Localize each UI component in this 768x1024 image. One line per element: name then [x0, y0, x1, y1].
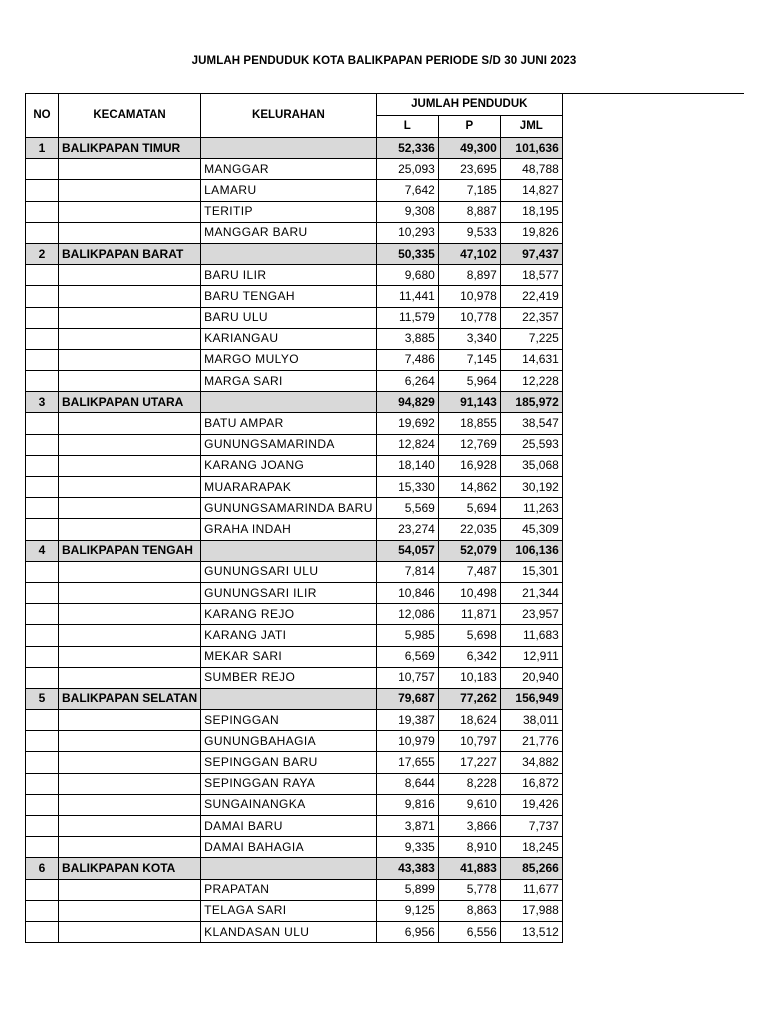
- table-row: [26, 625, 563, 646]
- cell-p: 22,035: [438, 519, 500, 540]
- cell-kelurahan: SEPINGGAN RAYA: [201, 773, 377, 794]
- cell-kecamatan: BALIKPAPAN TENGAH: [59, 540, 201, 561]
- cell-l: 25,093: [376, 159, 438, 180]
- cell-jml: 38,011: [500, 710, 562, 731]
- cell-jml: 12,228: [500, 371, 562, 392]
- cell-jml: 22,419: [500, 286, 562, 307]
- header-jml: JML: [500, 116, 562, 138]
- cell-no: 5: [26, 688, 59, 709]
- cell-p: 10,778: [438, 307, 500, 328]
- table-row: [26, 371, 563, 392]
- cell-kelurahan: PRAPATAN: [201, 879, 377, 900]
- cell-kelurahan: GRAHA INDAH: [201, 519, 377, 540]
- cell-p: 8,863: [438, 900, 500, 921]
- cell-jml: 30,192: [500, 477, 562, 498]
- table-row: [26, 349, 563, 370]
- cell-l: 7,486: [376, 349, 438, 370]
- cell-jml: 18,577: [500, 265, 562, 286]
- table-row: [26, 582, 563, 603]
- cell-kecamatan: [59, 498, 201, 519]
- cell-p: 77,262: [438, 688, 500, 709]
- table-row: [26, 731, 563, 752]
- cell-kecamatan: [59, 222, 201, 243]
- cell-p: 23,695: [438, 159, 500, 180]
- cell-no: [26, 477, 59, 498]
- table-row: [26, 159, 563, 180]
- cell-p: 7,145: [438, 349, 500, 370]
- cell-l: 17,655: [376, 752, 438, 773]
- cell-p: 12,769: [438, 434, 500, 455]
- cell-kelurahan: GUNUNGSAMARINDA: [201, 434, 377, 455]
- cell-no: [26, 604, 59, 625]
- cell-jml: 25,593: [500, 434, 562, 455]
- cell-kecamatan: [59, 710, 201, 731]
- cell-p: 5,698: [438, 625, 500, 646]
- cell-p: 18,624: [438, 710, 500, 731]
- cell-kecamatan: BALIKPAPAN SELATAN: [59, 688, 201, 709]
- cell-no: [26, 837, 59, 858]
- cell-no: 1: [26, 138, 59, 159]
- cell-l: 6,956: [376, 921, 438, 942]
- cell-p: 10,498: [438, 582, 500, 603]
- table-row: [26, 222, 563, 243]
- cell-no: [26, 286, 59, 307]
- cell-l: 12,086: [376, 604, 438, 625]
- table-row: [26, 667, 563, 688]
- cell-p: 91,143: [438, 392, 500, 413]
- cell-kelurahan: SEPINGGAN: [201, 710, 377, 731]
- cell-no: [26, 625, 59, 646]
- table-row: [26, 646, 563, 667]
- cell-p: 8,897: [438, 265, 500, 286]
- cell-kecamatan: [59, 159, 201, 180]
- cell-l: 43,383: [376, 858, 438, 879]
- cell-kelurahan: [201, 688, 377, 709]
- cell-kelurahan: SEPINGGAN BARU: [201, 752, 377, 773]
- cell-no: [26, 773, 59, 794]
- cell-jml: 11,677: [500, 879, 562, 900]
- cell-jml: 101,636: [500, 138, 562, 159]
- cell-jml: 19,826: [500, 222, 562, 243]
- cell-no: [26, 180, 59, 201]
- cell-no: [26, 921, 59, 942]
- cell-p: 16,928: [438, 455, 500, 476]
- cell-l: 54,057: [376, 540, 438, 561]
- cell-jml: 48,788: [500, 159, 562, 180]
- cell-l: 11,579: [376, 307, 438, 328]
- cell-no: [26, 222, 59, 243]
- cell-l: 15,330: [376, 477, 438, 498]
- cell-no: [26, 582, 59, 603]
- cell-l: 3,885: [376, 328, 438, 349]
- cell-p: 8,228: [438, 773, 500, 794]
- cell-l: 5,985: [376, 625, 438, 646]
- cell-p: 9,610: [438, 794, 500, 815]
- cell-l: 12,824: [376, 434, 438, 455]
- cell-kelurahan: KARANG REJO: [201, 604, 377, 625]
- cell-l: 7,814: [376, 561, 438, 582]
- cell-kecamatan: [59, 265, 201, 286]
- cell-no: [26, 455, 59, 476]
- cell-l: 7,642: [376, 180, 438, 201]
- cell-p: 49,300: [438, 138, 500, 159]
- cell-l: 23,274: [376, 519, 438, 540]
- cell-jml: 14,827: [500, 180, 562, 201]
- cell-kecamatan: [59, 477, 201, 498]
- cell-l: 10,757: [376, 667, 438, 688]
- cell-kelurahan: SUNGAINANGKA: [201, 794, 377, 815]
- cell-no: 6: [26, 858, 59, 879]
- cell-kelurahan: SUMBER REJO: [201, 667, 377, 688]
- cell-kecamatan: [59, 371, 201, 392]
- header-kecamatan: KECAMATAN: [59, 94, 201, 138]
- cell-kelurahan: GUNUNGSARI ILIR: [201, 582, 377, 603]
- cell-jml: 85,266: [500, 858, 562, 879]
- cell-p: 5,964: [438, 371, 500, 392]
- table-row: [26, 816, 563, 837]
- cell-no: 4: [26, 540, 59, 561]
- cell-no: [26, 900, 59, 921]
- cell-no: [26, 731, 59, 752]
- cell-l: 18,140: [376, 455, 438, 476]
- cell-kecamatan: [59, 837, 201, 858]
- table-row: [26, 201, 563, 222]
- cell-l: 5,569: [376, 498, 438, 519]
- cell-kecamatan: [59, 413, 201, 434]
- cell-kecamatan: [59, 921, 201, 942]
- cell-l: 9,308: [376, 201, 438, 222]
- cell-p: 5,694: [438, 498, 500, 519]
- cell-no: [26, 646, 59, 667]
- cell-p: 41,883: [438, 858, 500, 879]
- cell-jml: 18,245: [500, 837, 562, 858]
- kecamatan-row: [26, 540, 563, 561]
- cell-p: 11,871: [438, 604, 500, 625]
- cell-p: 10,797: [438, 731, 500, 752]
- cell-jml: 34,882: [500, 752, 562, 773]
- cell-no: [26, 328, 59, 349]
- cell-no: 2: [26, 243, 59, 264]
- table-row: [26, 498, 563, 519]
- cell-no: 3: [26, 392, 59, 413]
- cell-kelurahan: MANGGAR BARU: [201, 222, 377, 243]
- cell-kecamatan: [59, 731, 201, 752]
- cell-l: 50,335: [376, 243, 438, 264]
- cell-l: 10,293: [376, 222, 438, 243]
- cell-p: 52,079: [438, 540, 500, 561]
- cell-jml: 185,972: [500, 392, 562, 413]
- cell-p: 6,342: [438, 646, 500, 667]
- table-row: [26, 773, 563, 794]
- cell-kelurahan: KARANG JATI: [201, 625, 377, 646]
- cell-kecamatan: [59, 519, 201, 540]
- cell-l: 6,264: [376, 371, 438, 392]
- cell-kelurahan: KARANG JOANG: [201, 455, 377, 476]
- cell-kelurahan: [201, 138, 377, 159]
- cell-p: 8,910: [438, 837, 500, 858]
- cell-jml: 14,631: [500, 349, 562, 370]
- cell-p: 3,866: [438, 816, 500, 837]
- cell-kelurahan: [201, 858, 377, 879]
- cell-no: [26, 794, 59, 815]
- cell-jml: 7,225: [500, 328, 562, 349]
- cell-kecamatan: [59, 349, 201, 370]
- cell-jml: 19,426: [500, 794, 562, 815]
- cell-kelurahan: TERITIP: [201, 201, 377, 222]
- cell-p: 8,887: [438, 201, 500, 222]
- cell-kecamatan: [59, 561, 201, 582]
- cell-kelurahan: TELAGA SARI: [201, 900, 377, 921]
- cell-kelurahan: MARGA SARI: [201, 371, 377, 392]
- cell-kecamatan: [59, 180, 201, 201]
- cell-kecamatan: [59, 201, 201, 222]
- table-row: [26, 710, 563, 731]
- cell-kecamatan: [59, 752, 201, 773]
- cell-jml: 106,136: [500, 540, 562, 561]
- cell-no: [26, 667, 59, 688]
- cell-no: [26, 307, 59, 328]
- table-row: [26, 477, 563, 498]
- cell-jml: 12,911: [500, 646, 562, 667]
- cell-kecamatan: [59, 286, 201, 307]
- cell-p: 14,862: [438, 477, 500, 498]
- table-row: [26, 286, 563, 307]
- cell-jml: 156,949: [500, 688, 562, 709]
- cell-kelurahan: KLANDASAN ULU: [201, 921, 377, 942]
- cell-kecamatan: [59, 879, 201, 900]
- table-row: [26, 752, 563, 773]
- cell-kecamatan: [59, 455, 201, 476]
- cell-l: 3,871: [376, 816, 438, 837]
- cell-kelurahan: [201, 392, 377, 413]
- cell-no: [26, 879, 59, 900]
- cell-kelurahan: BATU AMPAR: [201, 413, 377, 434]
- cell-jml: 35,068: [500, 455, 562, 476]
- cell-l: 8,644: [376, 773, 438, 794]
- cell-l: 19,387: [376, 710, 438, 731]
- cell-p: 17,227: [438, 752, 500, 773]
- cell-p: 3,340: [438, 328, 500, 349]
- cell-kecamatan: [59, 900, 201, 921]
- kecamatan-row: [26, 243, 563, 264]
- cell-kecamatan: BALIKPAPAN KOTA: [59, 858, 201, 879]
- cell-kecamatan: [59, 794, 201, 815]
- cell-jml: 18,195: [500, 201, 562, 222]
- cell-l: 52,336: [376, 138, 438, 159]
- cell-kelurahan: DAMAI BAHAGIA: [201, 837, 377, 858]
- cell-l: 10,979: [376, 731, 438, 752]
- header-divider-line: [554, 93, 744, 94]
- cell-kelurahan: GUNUNGBAHAGIA: [201, 731, 377, 752]
- cell-kecamatan: [59, 625, 201, 646]
- cell-p: 47,102: [438, 243, 500, 264]
- cell-l: 9,680: [376, 265, 438, 286]
- cell-no: [26, 519, 59, 540]
- cell-kelurahan: MANGGAR: [201, 159, 377, 180]
- table-row: [26, 921, 563, 942]
- table-row: [26, 794, 563, 815]
- table-row: [26, 879, 563, 900]
- cell-kelurahan: GUNUNGSAMARINDA BARU: [201, 498, 377, 519]
- cell-kecamatan: [59, 328, 201, 349]
- cell-kecamatan: BALIKPAPAN UTARA: [59, 392, 201, 413]
- cell-p: 9,533: [438, 222, 500, 243]
- cell-kecamatan: BALIKPAPAN TIMUR: [59, 138, 201, 159]
- cell-l: 19,692: [376, 413, 438, 434]
- cell-l: 11,441: [376, 286, 438, 307]
- cell-kelurahan: MARGO MULYO: [201, 349, 377, 370]
- cell-kecamatan: [59, 773, 201, 794]
- cell-l: 9,125: [376, 900, 438, 921]
- cell-jml: 17,988: [500, 900, 562, 921]
- cell-kelurahan: MUARARAPAK: [201, 477, 377, 498]
- cell-kecamatan: [59, 307, 201, 328]
- cell-no: [26, 159, 59, 180]
- cell-jml: 21,776: [500, 731, 562, 752]
- cell-no: [26, 371, 59, 392]
- table-row: [26, 265, 563, 286]
- table-row: [26, 434, 563, 455]
- cell-l: 94,829: [376, 392, 438, 413]
- cell-p: 10,183: [438, 667, 500, 688]
- cell-jml: 38,547: [500, 413, 562, 434]
- cell-kelurahan: [201, 243, 377, 264]
- kecamatan-row: [26, 858, 563, 879]
- cell-kecamatan: [59, 604, 201, 625]
- table-row: [26, 455, 563, 476]
- cell-jml: 23,957: [500, 604, 562, 625]
- table-body: [26, 138, 563, 943]
- cell-l: 5,899: [376, 879, 438, 900]
- cell-no: [26, 752, 59, 773]
- header-jumlah-penduduk: JUMLAH PENDUDUK: [376, 94, 562, 116]
- table-row: [26, 561, 563, 582]
- cell-kelurahan: GUNUNGSARI ULU: [201, 561, 377, 582]
- cell-no: [26, 349, 59, 370]
- cell-no: [26, 816, 59, 837]
- table-row: [26, 413, 563, 434]
- cell-kecamatan: BALIKPAPAN BARAT: [59, 243, 201, 264]
- cell-jml: 22,357: [500, 307, 562, 328]
- cell-kelurahan: BARU ILIR: [201, 265, 377, 286]
- cell-p: 6,556: [438, 921, 500, 942]
- table-row: [26, 837, 563, 858]
- cell-kecamatan: [59, 646, 201, 667]
- table-row: [26, 519, 563, 540]
- kecamatan-row: [26, 392, 563, 413]
- cell-jml: 20,940: [500, 667, 562, 688]
- cell-jml: 97,437: [500, 243, 562, 264]
- cell-kelurahan: KARIANGAU: [201, 328, 377, 349]
- cell-jml: 45,309: [500, 519, 562, 540]
- cell-no: [26, 710, 59, 731]
- cell-no: [26, 434, 59, 455]
- kecamatan-row: [26, 688, 563, 709]
- cell-jml: 15,301: [500, 561, 562, 582]
- cell-no: [26, 201, 59, 222]
- cell-p: 7,487: [438, 561, 500, 582]
- cell-p: 5,778: [438, 879, 500, 900]
- cell-p: 7,185: [438, 180, 500, 201]
- table-row: [26, 604, 563, 625]
- cell-jml: 16,872: [500, 773, 562, 794]
- cell-kecamatan: [59, 434, 201, 455]
- cell-kelurahan: BARU TENGAH: [201, 286, 377, 307]
- population-table: [25, 93, 563, 943]
- cell-no: [26, 498, 59, 519]
- kecamatan-row: [26, 138, 563, 159]
- table-row: [26, 307, 563, 328]
- cell-no: [26, 413, 59, 434]
- cell-kelurahan: LAMARU: [201, 180, 377, 201]
- table-row: [26, 900, 563, 921]
- cell-p: 10,978: [438, 286, 500, 307]
- cell-l: 79,687: [376, 688, 438, 709]
- cell-l: 10,846: [376, 582, 438, 603]
- header-no: NO: [26, 94, 59, 138]
- cell-jml: 11,683: [500, 625, 562, 646]
- cell-no: [26, 561, 59, 582]
- cell-jml: 7,737: [500, 816, 562, 837]
- table-row: [26, 180, 563, 201]
- cell-p: 18,855: [438, 413, 500, 434]
- table-row: [26, 328, 563, 349]
- cell-no: [26, 265, 59, 286]
- header-p: P: [438, 116, 500, 138]
- cell-jml: 11,263: [500, 498, 562, 519]
- cell-kelurahan: [201, 540, 377, 561]
- cell-kelurahan: BARU ULU: [201, 307, 377, 328]
- page-title: JUMLAH PENDUDUK KOTA BALIKPAPAN PERIODE S/D 30 JUNI 2023: [191, 55, 577, 67]
- header-kelurahan: KELURAHAN: [201, 94, 377, 138]
- cell-kecamatan: [59, 816, 201, 837]
- cell-kelurahan: DAMAI BARU: [201, 816, 377, 837]
- cell-l: 9,816: [376, 794, 438, 815]
- cell-kecamatan: [59, 667, 201, 688]
- cell-kecamatan: [59, 582, 201, 603]
- cell-jml: 13,512: [500, 921, 562, 942]
- cell-l: 6,569: [376, 646, 438, 667]
- cell-kelurahan: MEKAR SARI: [201, 646, 377, 667]
- header-l: L: [376, 116, 438, 138]
- cell-jml: 21,344: [500, 582, 562, 603]
- cell-l: 9,335: [376, 837, 438, 858]
